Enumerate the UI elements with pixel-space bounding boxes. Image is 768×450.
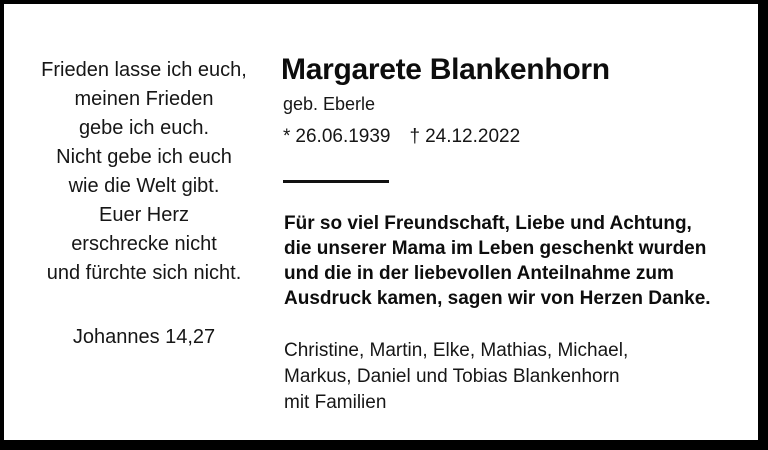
life-dates (283, 126, 520, 148)
birth-date-value: 26.06.1939 (295, 126, 391, 147)
verse-line: Nicht gebe ich euch (56, 146, 232, 168)
birth-star-symbol: * (283, 126, 291, 147)
birth-date (283, 126, 391, 148)
death-date (410, 126, 521, 148)
family-names (284, 338, 628, 416)
death-date-value: 24.12.2022 (425, 126, 521, 147)
divider-line (283, 180, 389, 183)
verse-line: Frieden lasse ich euch, (41, 59, 247, 81)
family-names-line: mit Familien (284, 392, 387, 413)
acknowledgement-line: die unserer Mama im Leben geschenkt wurden (284, 238, 707, 259)
verse-line: meinen Frieden (74, 88, 214, 110)
verse-line: und fürchte sich nicht. (46, 262, 242, 284)
verse-reference: Johannes 14,27 (72, 326, 216, 348)
verse-quote (24, 56, 264, 288)
acknowledgement-text (284, 211, 711, 311)
memorial-notice-card (4, 4, 758, 440)
verse-line: erschrecke nicht (71, 233, 217, 255)
acknowledgement-line: Für so viel Freundschaft, Liebe und Achtung, (284, 213, 692, 234)
family-names-line: Christine, Martin, Elke, Mathias, Michael, (284, 340, 629, 361)
acknowledgement-line: und die in der liebevollen Anteilnahme zum (284, 263, 674, 284)
death-cross-symbol: † (409, 126, 421, 147)
verse-line: Euer Herz (98, 204, 190, 226)
maiden-name: geb. Eberle (283, 94, 376, 114)
acknowledgement-line: Ausdruck kamen, sagen wir von Herzen Danke. (284, 288, 711, 309)
verse-line: gebe ich euch. (78, 117, 210, 139)
verse-line: wie die Welt gibt. (68, 175, 220, 197)
family-names-line: Markus, Daniel und Tobias Blankenhorn (284, 366, 620, 387)
deceased-name: Margarete Blankenhorn (281, 53, 610, 86)
